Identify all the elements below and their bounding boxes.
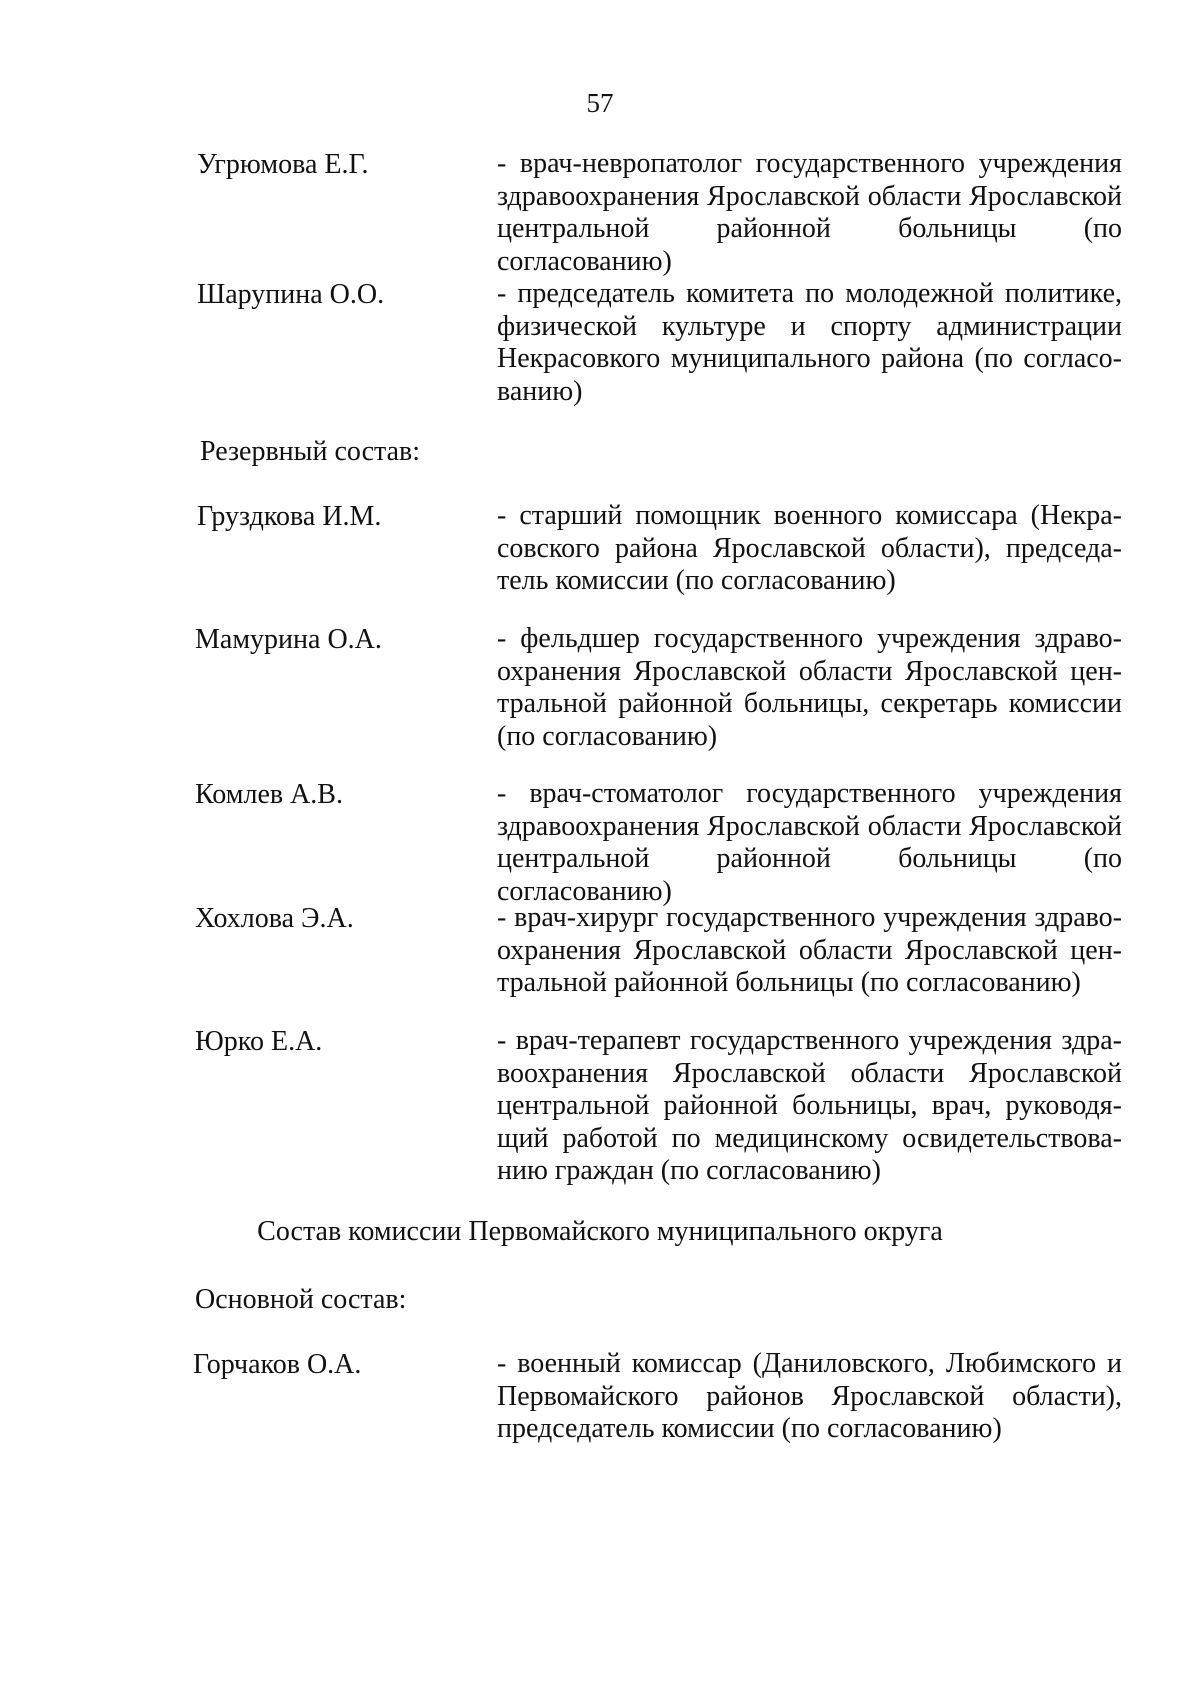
member-role: - военный комиссар (Даниловского, Любимского и Первомайского районов Ярославской области), председатель комиссии (по согласованию) — [497, 1348, 1122, 1444]
member-name: Груздкова И.М. — [197, 501, 382, 532]
member-role: - врач-хирург государственного учреждения здраво-охранения Ярославской области Ярославской цен-тральной районной больницы (по согласованию) — [497, 902, 1122, 998]
member-role: - старший помощник военного комиссара (Некра-совского района Ярославской области), председа-тель комиссии (по согласованию) — [497, 500, 1122, 596]
section-title: Состав комиссии Первомайского муниципального округа — [257, 1216, 943, 1247]
reserve-heading: Резервный состав: — [200, 436, 421, 467]
member-role: - врач-стоматолог государственного учреждения здравоохранения Ярославской области Ярославской центральной районной больницы (по согласованию) — [497, 778, 1122, 907]
page-number: 57 — [586, 88, 614, 118]
member-name: Мамурина О.А. — [195, 624, 382, 655]
main-heading: Основной состав: — [195, 1284, 407, 1315]
member-name: Горчаков О.А. — [193, 1349, 362, 1380]
member-role: - председатель комитета по молодежной политике, физической культуре и спорту администрации Некрасовкого муниципального района (по согласо-ванию) — [497, 278, 1122, 407]
member-role: - врач-невропатолог государственного учреждения здравоохранения Ярославской области Ярославской центральной районной больницы (по согласованию) — [497, 148, 1122, 277]
member-name: Хохлова Э.А. — [195, 903, 354, 934]
member-name: Шарупина О.О. — [197, 279, 385, 310]
member-role: - врач-терапевт государственного учреждения здра-воохранения Ярославской области Ярославской центральной районной больницы, врач, руководя-щий работой по медицинскому освидетельствова-нию граждан (по согласованию) — [497, 1025, 1122, 1186]
member-name: Угрюмова Е.Г. — [197, 149, 369, 180]
member-name: Комлев А.В. — [195, 779, 343, 810]
member-role: - фельдшер государственного учреждения здраво-охранения Ярославской области Ярославской цен-тральной районной больницы, секретарь комиссии (по согласованию) — [497, 623, 1122, 752]
member-name: Юрко Е.А. — [195, 1026, 323, 1057]
